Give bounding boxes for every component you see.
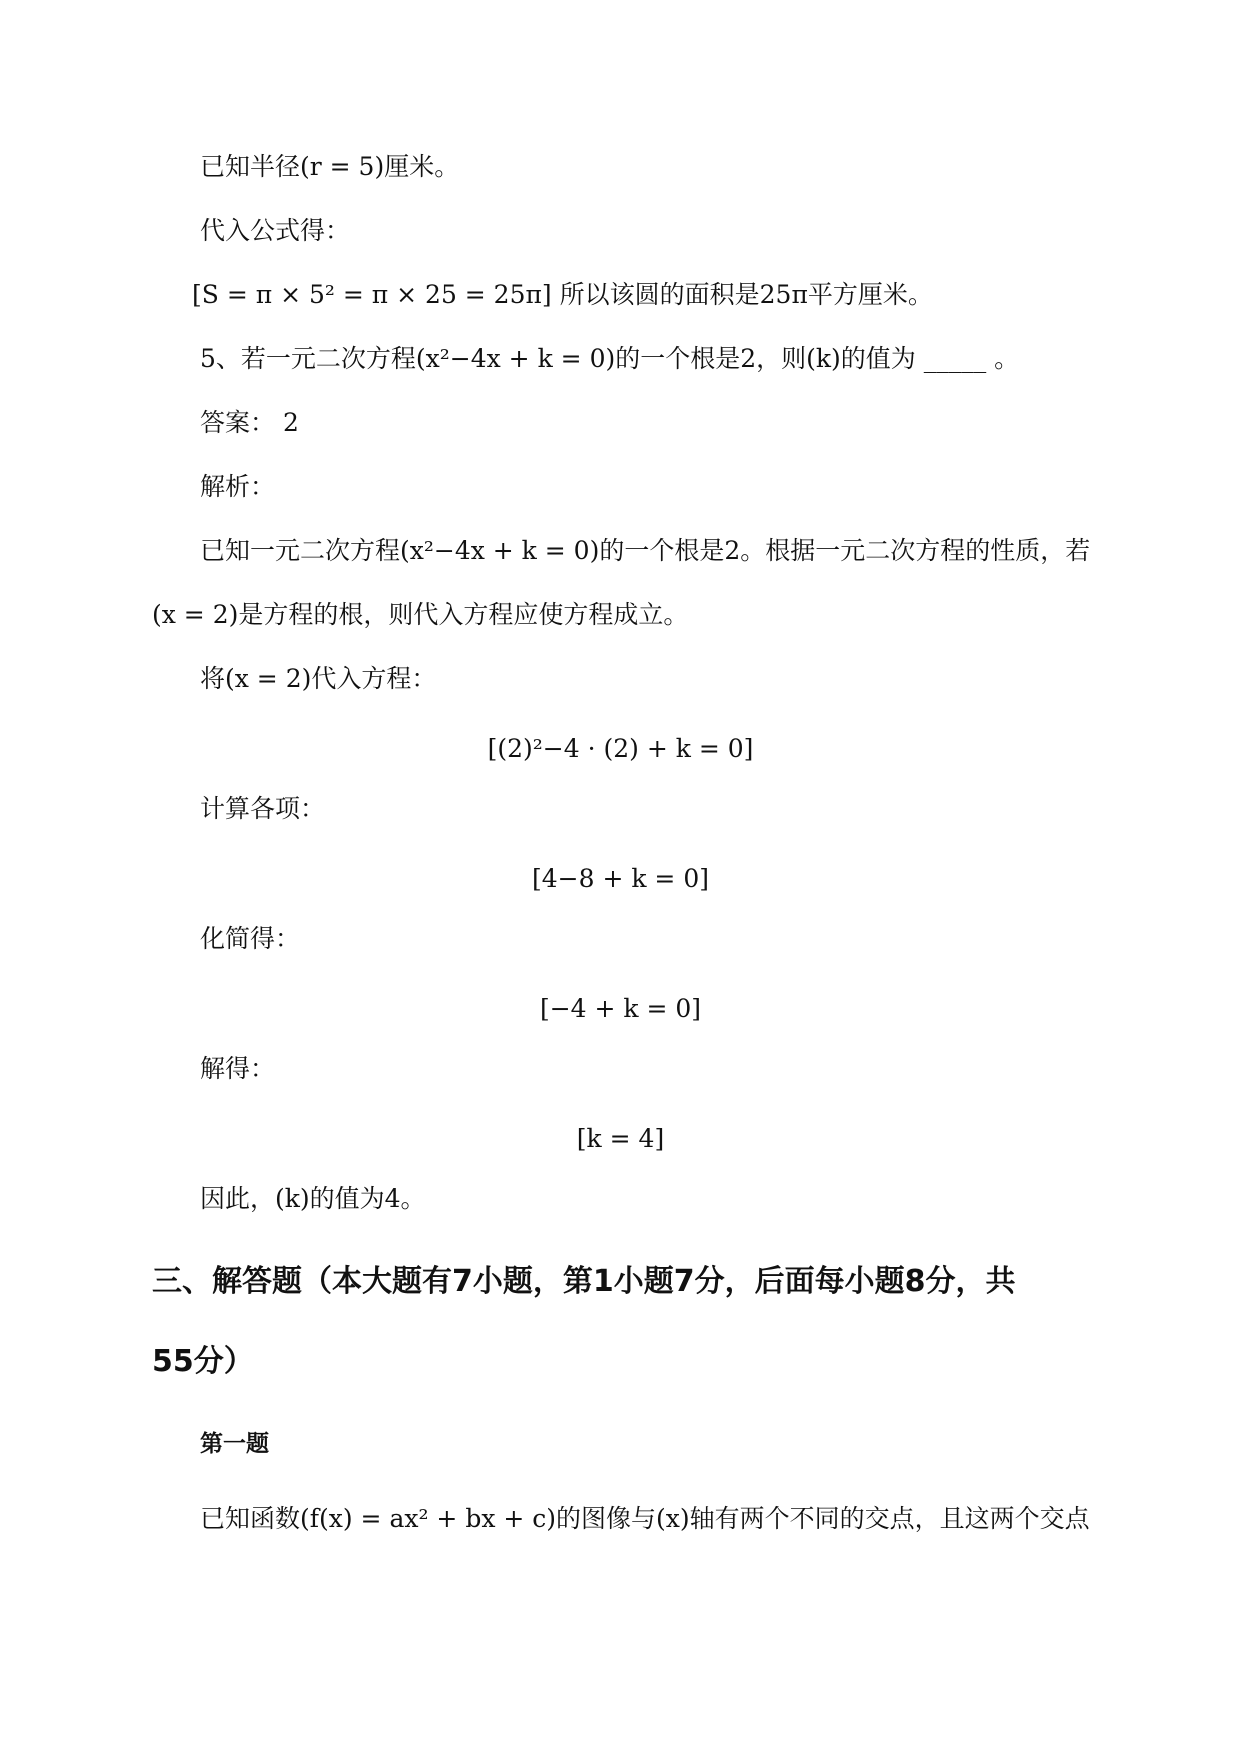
- question-1-text: 已知函数(f(x) = ax² + bx + c)的图像与(x)轴有两个不同的交点，且这两个交点: [200, 1504, 1090, 1533]
- answer: 答案： 2: [200, 408, 299, 437]
- simplify-label: 化简得：: [200, 924, 301, 953]
- section-heading-cont: 55分）: [152, 1344, 254, 1379]
- substitute-step: 将(x = 2)代入方程：: [200, 664, 437, 693]
- given-radius: 已知半径(r = 5)厘米。: [200, 152, 460, 181]
- equation-computed: [4−8 + k = 0]: [531, 864, 709, 893]
- section-heading: 三、解答题（本大题有7小题，第1小题7分，后面每小题8分，共: [152, 1264, 1016, 1299]
- substitute-formula: 代入公式得：: [200, 216, 351, 245]
- analysis-label: 解析：: [200, 472, 276, 501]
- compute-label: 计算各项：: [200, 794, 326, 823]
- area-result: [S = π × 5² = π × 25 = 25π] 所以该圆的面积是25π平方厘米。: [192, 280, 933, 309]
- analysis-text: 已知一元二次方程(x²−4x + k = 0)的一个根是2。根据一元二次方程的性质，若: [200, 536, 1091, 565]
- solve-label: 解得：: [200, 1054, 276, 1083]
- question-5: 5、若一元二次方程(x²−4x + k = 0)的一个根是2，则(k)的值为 _____ 。: [200, 344, 1020, 373]
- question-1-title: 第一题: [200, 1431, 269, 1457]
- conclusion: 因此，(k)的值为4。: [200, 1184, 426, 1213]
- equation-simplified: [−4 + k = 0]: [539, 994, 702, 1023]
- equation-substituted: [(2)²−4 · (2) + k = 0]: [487, 734, 754, 763]
- equation-solved: [k = 4]: [576, 1124, 665, 1153]
- analysis-text-cont: (x = 2)是方程的根，则代入方程应使方程成立。: [152, 600, 689, 629]
